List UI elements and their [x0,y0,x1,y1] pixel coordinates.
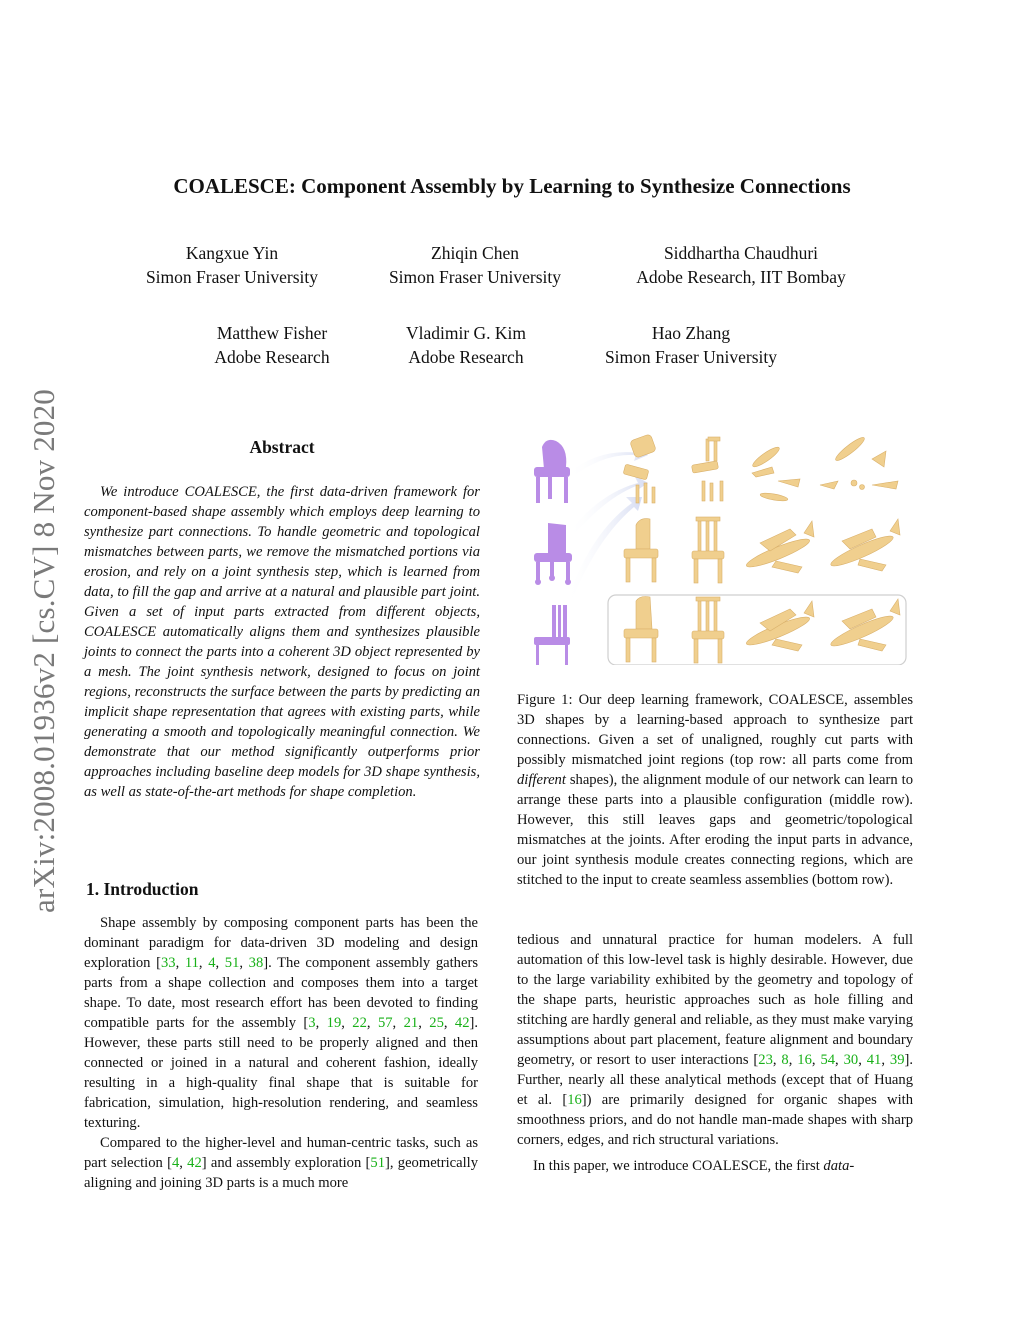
citation-link[interactable]: 8 [781,1052,789,1068]
chair-assembled-2 [692,597,724,663]
citation-list: 3, 19, 22, 57, 21, 25, 42 [308,1015,470,1031]
text-run: Figure 1: Our deep learning framework, COALESCE, assembles 3D shapes by a learning-based approach to synthesize part connections. Given a set of unaligned, roughly cut parts with possibly mismatched joint regions (top row: all parts come from [517,692,913,768]
chair-aligned-1 [624,519,658,582]
author-name: Zhiqin Chen [431,243,519,263]
text-run: Compared to the higher-level and human-centric tasks, such as part selection [ [84,1135,478,1171]
text-run: ]. Further, nearly all these analytical methods (except that of Huang et al. [ [517,1052,914,1108]
citation-list: 33, 11, 4, 51, 38 [160,955,264,971]
citation-link[interactable]: 51 [370,1155,385,1171]
abstract-text: We introduce COALESCE, the first data-driven framework for component-based shape assembly which employs deep learning to synthesize part connections. To handle geometric and topological mismatches between parts, we remove the mismatched portions via erosion, and rely on a joint synthesis step, which is learned from data, to fill the gap and arrive at a natural and plausible part joint. Given a set of input parts extracted from different objects, COALESCE automatically aligns them and synthesizes plausible joints to connect the parts into a coherent 3D object represented by a mesh. The joint synthesis network, designed to focus on joint regions, reconstructs the surface between the parts by predicting an implicit shape representation that agrees with existing parts, while generating a smooth and topologically meaningful connection. We demonstrate that our method significantly outperforms prior approaches including baseline deep models for 3D shape synthesis, as well as state-of-the-art methods for shape completion. [84,484,480,800]
paper-title: COALESCE: Component Assembly by Learning to Synthesize Connections [173,174,851,198]
author-name: Matthew Fisher [216,323,328,343]
citation-link[interactable]: 38 [248,955,264,971]
citation-link[interactable]: 39 [889,1052,905,1068]
citation-link[interactable]: 51 [224,955,240,971]
citation-list [370,1155,385,1171]
text-emphasis: different [517,772,566,788]
intro-paragraph-2 [84,1133,478,1193]
intro-column [84,913,478,1193]
text-run: Shape assembly by composing component parts has been the dominant paradigm for data-driven 3D modeling and design exploration [ [84,915,478,971]
author-block [611,241,871,289]
citation-link[interactable]: 42 [454,1015,470,1031]
airplane-parts-scattered-2 [820,435,898,490]
text-run: tedious and unnatural practice for human modelers. A full automation of this low-level task is highly desirable. However, due to the large variability exhibited by the geometry and topology of the shape parts, heuristic approaches such as hole filling and stitching are hardly general and reliable, as they must make varying assumptions about part placement, feature alignment and boundary geometry, or resort to user interactions [ [517,932,913,1068]
chair-assembled-1 [624,597,658,663]
author-affiliation: Adobe Research [408,347,524,367]
citation-link[interactable]: 19 [326,1015,342,1031]
citation-link[interactable]: 21 [403,1015,419,1031]
airplane-parts-scattered-1 [751,445,800,503]
abstract-heading: Abstract [249,437,315,457]
input-chair-1 [534,440,570,503]
author-name: Hao Zhang [651,323,731,343]
author-block [561,321,821,369]
author-name: Kangxue Yin [185,243,279,263]
citation-link[interactable]: 4 [171,1155,180,1171]
text-run: ]. However, these parts still need to be properly aligned and then connected or joined in a natural and coherent fashion, ideally resulting in a high-quality final shape that is suitable for fabrication, simulation, high-resolution rendering, and seamless texturing. [84,1015,479,1131]
right-column [517,930,913,1176]
citation-link[interactable]: 3 [308,1015,316,1031]
citation-link[interactable]: 33 [160,955,176,971]
author-affiliation: Simon Fraser University [388,267,562,287]
arxiv-stamp-text: arXiv:2008.01936v2 [cs.CV] 8 Nov 2020 [26,388,61,914]
author-name: Siddhartha Chaudhuri [663,243,819,263]
text-run: ]) are primarily designed for organic shapes with smoothness priors, and do not handle man-made shapes with sharp corners, edges, and rich structural variations. [517,1092,913,1148]
text-run: ] and assembly exploration [ [201,1155,371,1171]
figure-1-teaser [520,433,912,665]
text-run: shapes), the alignment module of our network can learn to arrange these parts into a plausible configuration (middle row). However, this still leaves gaps and geometric/topological mismatches at the joints. After eroding the input parts in advance, our joint synthesis module creates connecting regions, which are stitched to the input to create seamless assemblies (bottom row). [517,772,913,888]
airplane-assembled-2 [828,599,900,651]
author-name: Vladimir G. Kim [405,323,527,343]
chair-parts-scattered-1 [623,434,656,503]
chair-aligned-2 [692,517,724,583]
citation-link[interactable]: 4 [208,955,216,971]
citation-link[interactable]: 41 [866,1052,882,1068]
citation-link[interactable]: 22 [352,1015,367,1031]
section-heading-introduction: 1. Introduction [86,879,199,899]
abstract-body [84,482,480,802]
author-block [102,241,362,289]
arxiv-stamp [22,348,66,954]
citation-list [567,1092,582,1108]
author-block [336,321,596,369]
figure-1-caption [517,690,913,890]
text-run: ], geometrically aligning and joining 3D parts is a much more [84,1155,479,1191]
citation-link[interactable]: 25 [429,1015,444,1031]
airplane-assembled-1 [744,601,814,651]
intro-paragraph-1 [84,913,478,1133]
text-run: In this paper, we introduce COALESCE, the first [533,1158,824,1174]
citation-link[interactable]: 30 [843,1052,859,1068]
right-paragraph-1 [517,930,913,1150]
chair-parts-scattered-2 [692,437,723,501]
citation-link[interactable]: 11 [184,955,199,971]
caption-text [517,690,913,890]
citation-list: 4, 42 [171,1155,202,1171]
airplane-aligned-1 [744,521,814,573]
right-paragraph-2 [517,1156,913,1176]
text-emphasis: data- [823,1158,855,1174]
citation-link[interactable]: 42 [187,1155,202,1171]
citation-link[interactable]: 57 [377,1015,393,1031]
citation-link[interactable]: 54 [820,1052,836,1068]
author-block [345,241,605,289]
citation-link[interactable]: 23 [758,1052,773,1068]
citation-link[interactable]: 16 [797,1052,812,1068]
author-affiliation: Adobe Research [214,347,330,367]
author-affiliation: Simon Fraser University [604,347,778,367]
text-run: ]. The component assembly gathers parts from a shape collection and composes them into a target shape. To date, most research effort has been devoted to finding compatible parts for the assembly [ [84,955,478,1031]
author-affiliation: Adobe Research, IIT Bombay [636,267,846,287]
citation-list: 23, 8, 16, 54, 30, 41, 39 [758,1052,905,1068]
input-chair-3 [534,605,570,665]
author-affiliation: Simon Fraser University [145,267,319,287]
input-chair-2 [534,523,572,585]
airplane-aligned-2 [828,519,900,571]
citation-link[interactable]: 16 [567,1092,582,1108]
